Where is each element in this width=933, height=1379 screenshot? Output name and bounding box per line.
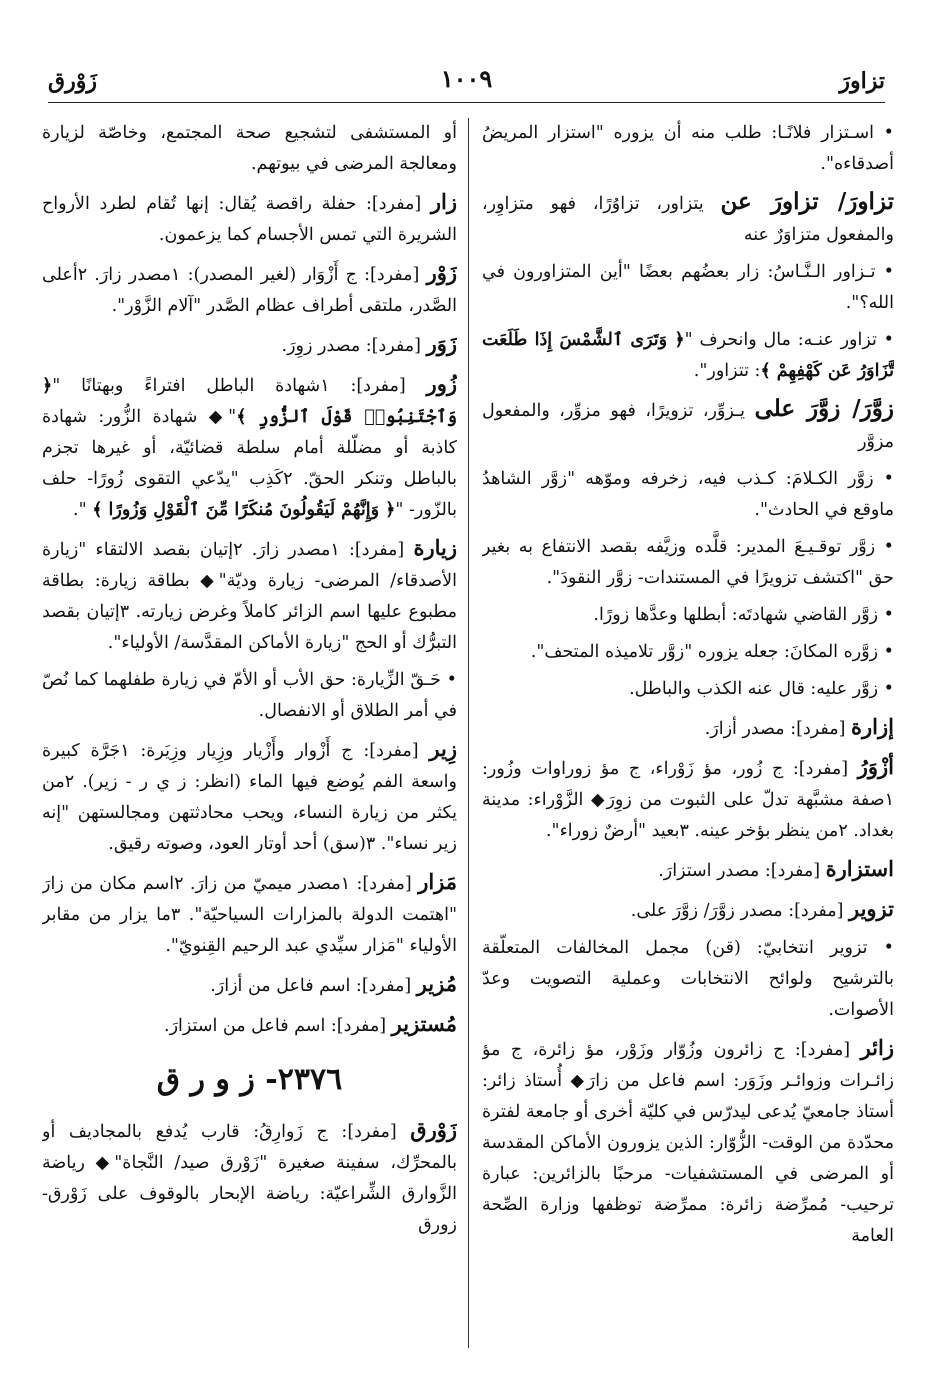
entry-tazawara-nas — [482, 257, 894, 319]
entry-text: • حَـقّ الزِّيارة: حق الأب أو الأمّ في زيارة طفلهما كما نُصّ في أمر الطلاق أو الانفصال. — [42, 670, 457, 721]
entry-azwar — [482, 751, 894, 847]
entry-muzir — [42, 968, 457, 1002]
entry-text: [مفرد]: ج زُور، مؤ زَوْراء، ج مؤ زوراوات وزُور: ١صفة مشبَّهة تدلّ على الثبوت من زوِرَ◆ الزَّوْراء: مدينة بغداد. ٢من ينظر بؤخر عينه. ٣بعيد "أرضٌ زوراء". — [482, 759, 894, 841]
entry-zir — [42, 733, 457, 860]
entry-text: • تزاور عنـه: مال وانحرف " — [684, 330, 894, 350]
headword: إزارة — [851, 714, 894, 739]
entry-zawwara-alayh — [482, 674, 894, 705]
headword: زِير — [429, 736, 457, 761]
entry-istazara — [482, 118, 894, 180]
entry-text: [مفرد]: حفلة راقصة يُقال: إنها تُقام لطرد الأرواح الشريرة التي تمس الأجسام كما يزعمون. — [42, 194, 457, 245]
headword: زائر — [860, 1035, 894, 1060]
entry-zur — [42, 368, 457, 526]
entry-zawwara-kalam — [482, 464, 894, 526]
right-column — [482, 118, 894, 1348]
entry-text: أو المستشفى لتشجيع صحة المجتمع، وخاصّة لزيارة ومعالجة المرضى في بيوتهم. — [42, 123, 457, 174]
entry-tazwir — [482, 893, 894, 927]
quran-quote: ﴿ وَتَرَى ٱلشَّمْسَ إِذَا طَلَعَت تَّزَاوَرُ عَن كَهْفِهِمْ ﴾ — [482, 330, 894, 381]
page-number: ١٠٠٩ — [440, 64, 493, 93]
root-heading: ٢٣٧٦- ز و ر ق — [156, 1062, 343, 1097]
entry-zawwara-tawqi — [482, 532, 894, 594]
entry-text: • زوَّره المكانَ: جعله يزوره "زوَّر تلاميذه المتحف". — [530, 642, 894, 662]
headword: زَوَر — [426, 331, 457, 356]
entry-continuation — [42, 118, 457, 180]
page-header — [48, 62, 885, 103]
entry-text: • زوَّر القاضي شهادتَه: أبطلها وعدَّها زورًا. — [593, 605, 894, 625]
right-guide-word: تزاورَ — [839, 68, 885, 94]
entry-haqq-ziyara — [42, 665, 457, 727]
entry-zawwara — [482, 393, 894, 458]
quran-quote: ﴿ وَٱجْتَنِبُوا۟ قَوْلَ ٱلزُّورِ ﴾ — [42, 376, 457, 427]
entry-text: [مفرد]: ١مصدر زارَ. ٢إتيان بقصد الالتقاء "زيارة الأصدقاء/ المرضى- زيارة وديّة"◆ بطاقة زيارة: بطاقة مطبوع عليها اسم الزائر كاملاً وغرض زيارته. ٣إتيان بقصد التبرُّك أو الحج "زيارة الأماكن المقدَّسة/ الأولياء". — [42, 540, 457, 653]
entry-text: [مفرد]: ج زَوارِقُ: قارب يُدفع بالمجاديف أو بالمحرِّك، سفينة صغيرة "زَوْرق صيد/ النَّجاة"◆ رياضة الزَّوارق الشِّراعيّة: رياضة الإبحار بالوقوف على زَوْرق- زورق — [42, 1122, 457, 1235]
entry-tazawara — [482, 186, 894, 251]
headword: مَزار — [418, 869, 457, 894]
headword: مُستزير — [391, 1011, 457, 1036]
entry-text-after: : تتزاور". — [693, 361, 761, 381]
column-divider — [468, 118, 469, 1348]
entry-text: يـزوِّر، تزويرًا، فهو مزوِّر، والمفعول مزوَّر — [482, 401, 894, 452]
headword: زيارة — [413, 535, 457, 560]
entry-mustazir — [42, 1008, 457, 1042]
entry-text: • زوَّر عليه: قال عنه الكذب والباطل. — [629, 679, 894, 699]
entry-zawr — [42, 257, 457, 322]
headword: تزاورَ/ تزاورَ عن — [720, 188, 894, 215]
entry-text: • تـزاور الـنَّـاسُ: زار بعضُهم بعضًا "أين المتزاورون في الله؟". — [482, 262, 894, 313]
entry-text: [مفرد]: اسم فاعل من استزارَ. — [164, 1016, 392, 1036]
entry-tazawara-anhu — [482, 325, 894, 387]
entry-istizara — [482, 853, 894, 887]
entry-mazar — [42, 866, 457, 962]
entry-zawwara-qadi — [482, 600, 894, 631]
entry-text: [مفرد]: مصدر زوِرَ. — [281, 336, 427, 356]
headword: زَوْر — [426, 260, 457, 285]
entry-text: [مفرد]: اسم فاعل من أزارَ. — [210, 976, 417, 996]
entry-text: [مفرد]: ج أَزْوار وأَزْيار وزِيار وزِيَرة: ١جَرَّة كبيرة واسعة الفم يُوضع فيها الماء (انظر: ز ي ر - زير). ٢من يكثر من زيارة النساء، ويحب محادثتهن ومجالستهن "إنه زير نساء". ٣(سق) أحد أوتار العود، وصوته رقيق. — [42, 741, 457, 854]
entry-zawar — [42, 328, 457, 362]
entry-text-after: "◆ شهادة الزُّور: شهادة كاذبة أو مضلّلة أمام سلطة قضائيّة، أو غيرها تجزم بالباطل وتنكر الحقّ. ٢كَذِب "يدّعي التقوى زُورًا- حلف بالزّور- " — [42, 407, 457, 520]
entry-text: [مفرد]: مصدر زوَّرَ/ زوَّرَ على. — [630, 901, 849, 921]
entry-zar — [42, 186, 457, 251]
headword: أزْوَرُ — [857, 754, 894, 779]
headword: زُور — [426, 371, 457, 396]
entry-text: [مفرد]: ج زائرون وزُوّار وزَوْر، مؤ زائرة، ج مؤ زائـرات وزوائـر وزَوَر: اسم فاعل من زارَ◆ أُستاذ زائر: أستاذ جامعيّ يُدعى ليدرّس في كليّة أخرى أو جامعة لفترة محدّدة من الوقت- الزُّوّار: الذين يزورون الأماكن المقدسة أو المرضى في المستشفيات- مرحبًا بالزائرين: عبارة ترحيب- مُمرِّضة زائرة: ممرِّضة توظفها وزارة الصِّحة العامة — [482, 1040, 894, 1246]
entry-text: [مفرد]: مصدر استزارَ. — [658, 861, 826, 881]
entry-ziyara — [42, 532, 457, 659]
quran-quote: ﴿ وَإِنَّهُمْ لَيَقُولُونَ مُنكَرًا مِّنَ ٱلْقَوْلِ وَزُورًا ﴾ — [92, 500, 396, 520]
entry-text: [مفرد]: ١مصدر ميميّ من زارَ. ٢اسم مكان من زارَ "اهتمت الدولة بالمزارات السياحيّة". ٣ما يزار من مقابر الأولياء "مَزار سيِّدي عبد الرحيم القِنويّ". — [42, 874, 457, 956]
headword: زار — [430, 189, 457, 214]
entry-text: [مفرد]: مصدر أزارَ. — [704, 719, 852, 739]
entry-text: [مفرد]: ج أَزْوَار (لغير المصدر): ١مصدر زارَ. ٢أعلى الصَّدر، ملتقى أطراف عظام الصَّدر "آلام الزَّوْر". — [42, 265, 457, 316]
entry-zair — [482, 1032, 894, 1252]
entry-text: • زوَّر توقـيـعَ المدير: قلَّده وزيَّفه بقصد الانتفاع به بغير حق "اكتشف تزويرًا في المستندات- زوَّر النقودَ". — [482, 537, 894, 588]
entry-zawraq — [42, 1114, 457, 1241]
entry-text: يتزاور، تزاوُرًا، فهو متزاوِر، والمفعول متزاوَرٌ عنه — [482, 194, 894, 245]
entry-text-after: ". — [73, 500, 93, 520]
entry-text: • اسـتزار فلانًـا: طلب منه أن يزوره "استزار المريضُ أصدقاءه". — [482, 123, 894, 174]
headword: استزارة — [825, 856, 894, 881]
entry-tazwir-intikhabi — [482, 933, 894, 1026]
entry-text: [مفرد]: ١شهادة الباطل افتراءً وبهتانًا " — [52, 376, 427, 396]
headword: زَوْرق — [410, 1117, 457, 1142]
entry-text: • زوَّر الكـلامَ: كـذب فيه، زخرفه وموّهه "زوَّر الشاهدُ ماوقع في الحادث". — [482, 469, 894, 520]
headword: تزوير — [848, 896, 894, 921]
left-column — [42, 118, 457, 1348]
headword: مُزير — [416, 971, 457, 996]
headword: زوَّرَ/ زوَّرَ على — [754, 395, 894, 422]
entry-izara — [482, 711, 894, 745]
entry-text: • تزوير انتخابيّ: (قن) مجمل المخالفات المتعلّقة بالترشيح ولوائح الانتخابات وعملية التصويت وعدّ الأصوات. — [482, 938, 894, 1020]
entry-zawwarahu-makan — [482, 637, 894, 668]
left-guide-word: زَوْرق — [48, 68, 97, 94]
